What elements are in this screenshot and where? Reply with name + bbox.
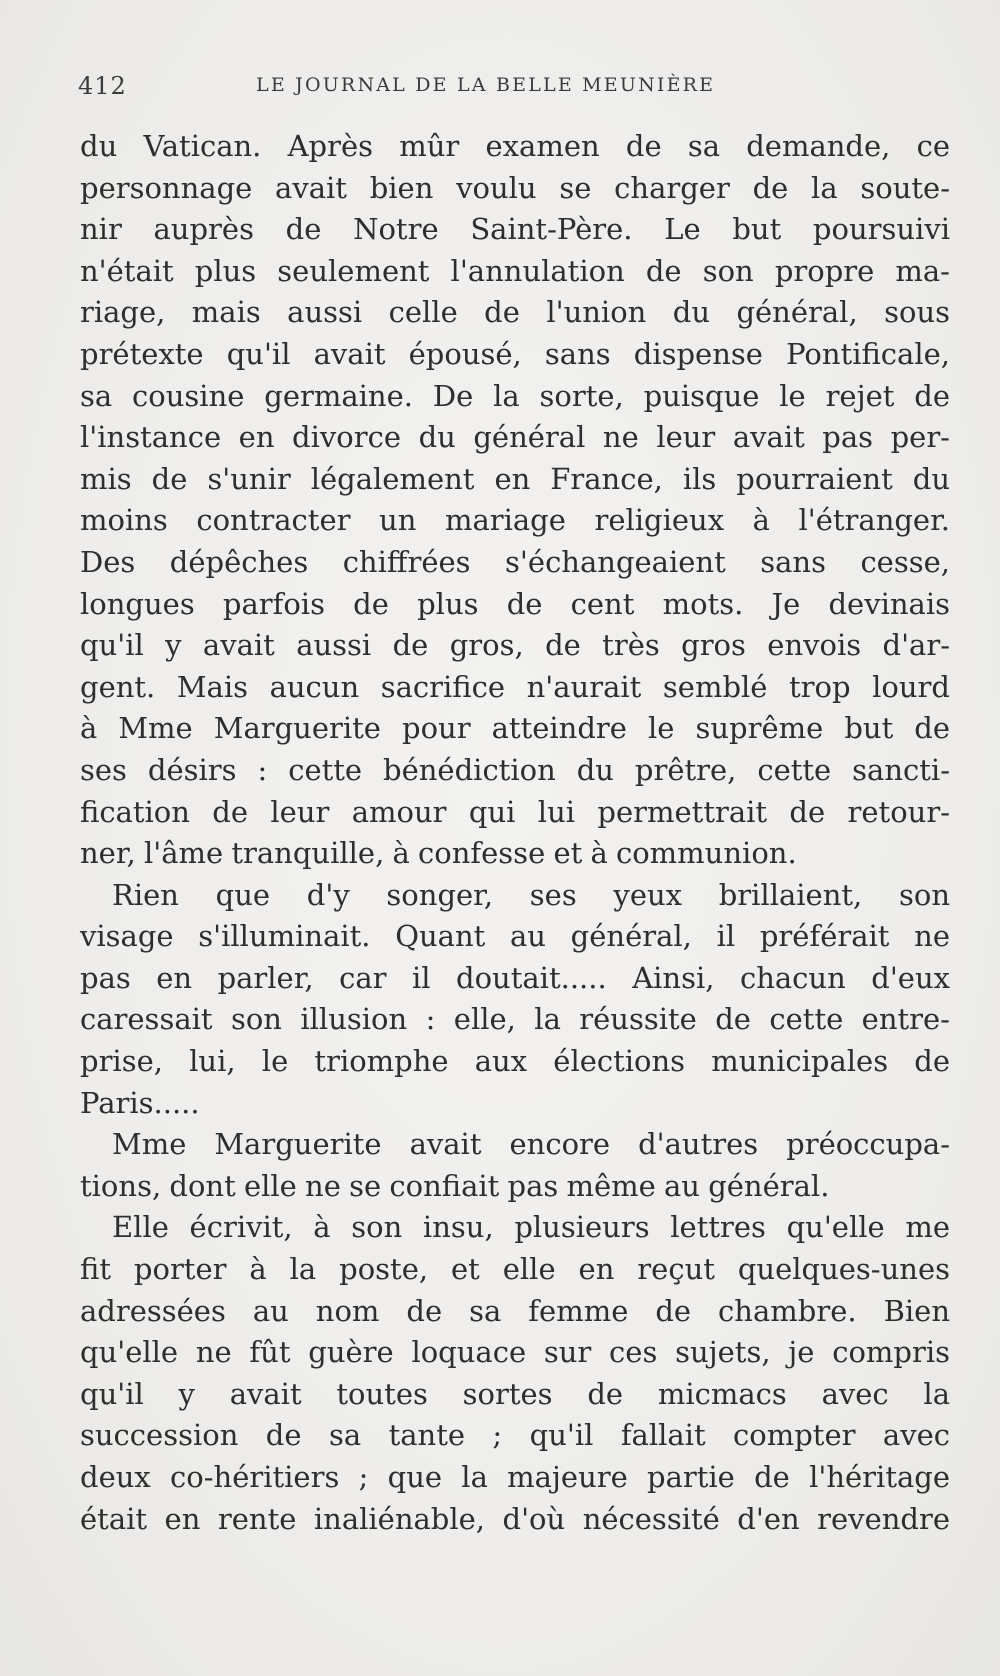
text-line: visage s'illuminait. Quant au général, il préférait ne	[80, 919, 950, 954]
text-line: Elle écrivit, à son insu, plusieurs lettres qu'elle me	[112, 1210, 950, 1245]
text-line: qu'elle ne fût guère loquace sur ces sujets, je compris	[80, 1335, 950, 1370]
text-line: n'était plus seulement l'annulation de son propre ma-	[80, 253, 950, 288]
text-line: tions, dont elle ne se confiait pas même au général.	[80, 1168, 830, 1203]
text-line: Des dépêches chiffrées s'échangeaient sans cesse,	[80, 544, 950, 579]
text-line: pas en parler, car il doutait..... Ainsi, chacun d'eux	[80, 960, 950, 995]
text-line: longues parfois de plus de cent mots. Je devinais	[80, 586, 950, 621]
text-line: gent. Mais aucun sacrifice n'aurait semblé trop lourd	[80, 669, 950, 704]
text-line: prise, lui, le triomphe aux élections municipales de	[80, 1044, 950, 1079]
text-line: l'instance en divorce du général ne leur avait pas per-	[80, 420, 950, 455]
text-line: nir auprès de Notre Saint-Père. Le but poursuivi	[80, 212, 950, 247]
page-header	[78, 68, 958, 108]
text-line: adressées au nom de sa femme de chambre. Bien	[80, 1293, 950, 1328]
text-line: fication de leur amour qui lui permettrait de retour-	[80, 794, 950, 829]
text-line: Rien que d'y songer, ses yeux brillaient, son	[112, 877, 950, 912]
text-line: qu'il y avait aussi de gros, de très gros envois d'ar-	[80, 628, 950, 663]
text-line: ses désirs : cette bénédiction du prêtre, cette sancti-	[80, 752, 950, 787]
text-line: riage, mais aussi celle de l'union du général, sous	[80, 295, 950, 330]
text-line: du Vatican. Après mûr examen de sa demande, ce	[80, 129, 950, 163]
text-line: deux co-héritiers ; que la majeure partie de l'héritage	[80, 1460, 950, 1494]
text-line: était en rente inaliénable, d'où nécessité d'en revendre	[80, 1501, 950, 1536]
text-line: moins contracter un mariage religieux à l'étranger.	[80, 503, 950, 538]
text-line: Paris.....	[80, 1085, 200, 1120]
text-line: personnage avait bien voulu se charger de la soute-	[80, 170, 950, 205]
text-line: qu'il y avait toutes sortes de micmacs avec la	[80, 1376, 950, 1411]
running-title: LE JOURNAL DE LA BELLE MEUNIÈRE	[256, 74, 716, 96]
text-line: à Mme Marguerite pour atteindre le suprême but de	[80, 711, 950, 746]
body-text	[80, 126, 950, 1540]
text-line: sa cousine germaine. De la sorte, puisque le rejet de	[80, 378, 950, 413]
text-line: ner, l'âme tranquille, à confesse et à communion.	[80, 836, 797, 871]
page-number: 412	[78, 72, 127, 100]
text-line: Mme Marguerite avait encore d'autres préoccupa-	[112, 1127, 950, 1162]
text-line: succession de sa tante ; qu'il fallait compter avec	[80, 1418, 950, 1453]
text-line: prétexte qu'il avait épousé, sans dispense Pontificale,	[80, 336, 950, 371]
text-line: mis de s'unir légalement en France, ils pourraient du	[80, 461, 950, 496]
text-line: fit porter à la poste, et elle en reçut quelques-unes	[80, 1252, 950, 1287]
text-line: caressait son illusion : elle, la réussite de cette entre-	[80, 1002, 950, 1037]
